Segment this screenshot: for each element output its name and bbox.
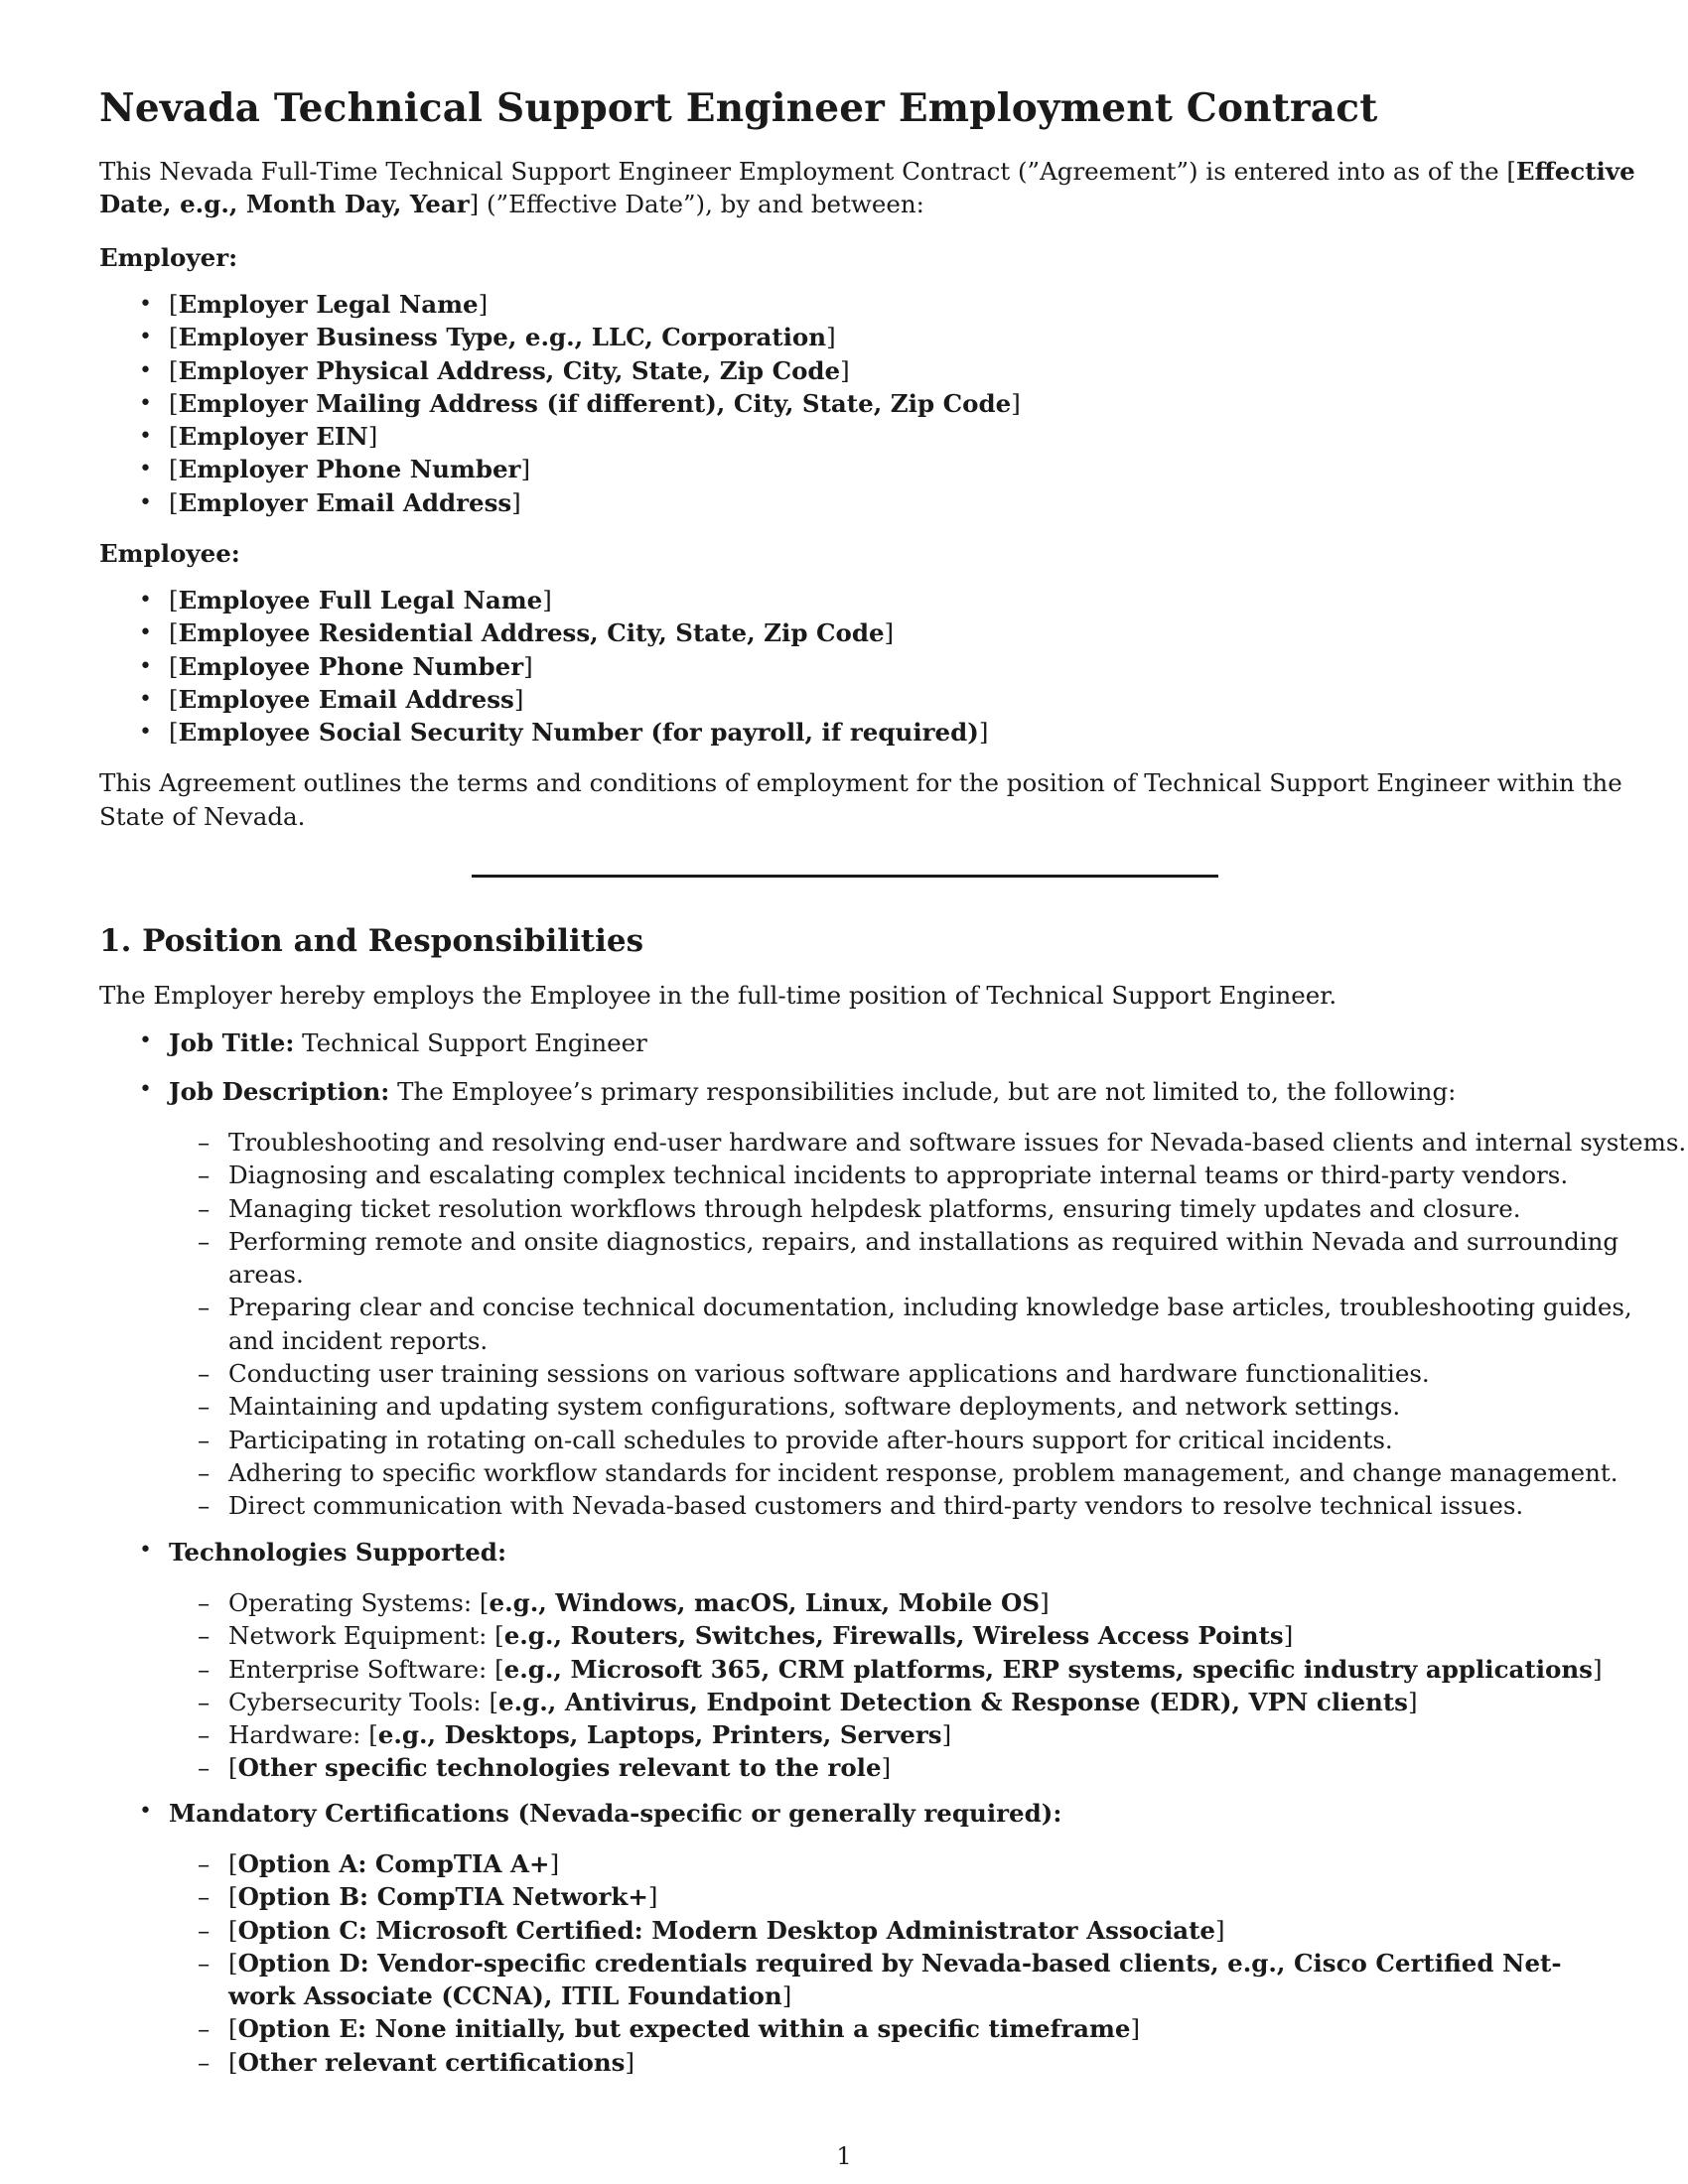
employer-item-text: Employer Phone Number	[178, 455, 521, 484]
duty-item: – Conducting user training sessions on various software applications and hardware functionalities.	[99, 1357, 1686, 1390]
employer-item: • [Employer Business Type, e.g., LLC, Corporation]	[99, 321, 1021, 353]
employee-item-text: Employee Social Security Number (for payroll, if required)	[178, 718, 979, 748]
certifications-label: Mandatory Certifications (Nevada-specific or generally required):	[169, 1799, 1062, 1828]
job-description-value: The Employee’s primary responsibilities include, but are not limited to, the following:	[389, 1077, 1457, 1106]
employer-item-text: Employer Legal Name	[178, 290, 479, 319]
employee-item: • [Employee Residential Address, City, State, Zip Code]	[99, 616, 988, 649]
employer-item-text: Employer Physical Address, City, State, Zip Code	[178, 355, 841, 385]
job-description-item	[169, 1077, 1456, 1106]
document-title: Nevada Technical Support Engineer Employment Contract	[99, 85, 1378, 131]
job-title-value: Technical Support Engineer	[294, 1028, 647, 1057]
job-description-label: Job Description:	[169, 1077, 390, 1106]
technology-item: – [Other specific technologies relevant to the role]	[99, 1751, 1603, 1784]
technology-label: Hardware:	[228, 1720, 369, 1750]
employee-list	[99, 584, 988, 749]
certification-item-text: Option B: CompTIA Network+	[237, 1882, 648, 1912]
certification-item-text: Option D: Vendor-specific credentials required by Nevada-based clients, e.g., Cisco Certified Net-	[237, 1948, 1562, 1978]
employer-item-text: Employer EIN	[178, 422, 368, 452]
document-page	[99, 0, 1687, 2184]
intro-line-2	[99, 188, 924, 220]
employer-item: • [Employer Email Address]	[99, 486, 1021, 519]
technologies-list	[99, 1586, 1603, 1785]
certification-item-text: Option A: CompTIA A+	[237, 1849, 550, 1878]
section-1-heading: 1. Position and Responsibilities	[99, 923, 644, 959]
employee-item-text: Employee Phone Number	[178, 651, 524, 681]
certification-item-text: Option E: None initially, but expected within a specific timeframe	[237, 2014, 1131, 2044]
page-number: 1	[836, 2142, 852, 2170]
duty-item: – Adhering to specific workflow standards for incident response, problem management, and change management.	[99, 1456, 1686, 1489]
effective-date-placeholder-2: Date, e.g., Month Day, Year	[99, 190, 470, 218]
section-1-intro: The Employer hereby employs the Employee in the full-time position of Technical Support Engineer.	[99, 981, 1337, 1010]
duties-list	[99, 1126, 1686, 1523]
duty-item: – Diagnosing and escalating complex technical incidents to appropriate internal teams or third-party vendors.	[99, 1159, 1686, 1191]
certification-item: – [Option B: CompTIA Network+]	[99, 1880, 1562, 1913]
employee-item-text: Employee Full Legal Name	[178, 586, 543, 614]
duty-item: – Troubleshooting and resolving end-user hardware and software issues for Nevada-based clients and internal systems.	[99, 1126, 1686, 1159]
intro-line-1	[99, 155, 1635, 188]
technology-label: Operating Systems:	[228, 1588, 480, 1617]
effective-date-placeholder-1: Effective	[1515, 157, 1635, 186]
employer-item: • [Employer Physical Address, City, State, Zip Code]	[99, 354, 1021, 387]
certification-item: – [Option D: Vendor-specific credentials required by Nevada-based clients, e.g., Cisco Certified Net-	[99, 1947, 1562, 1979]
employer-item: • [Employer EIN]	[99, 420, 1021, 453]
employee-label: Employee:	[99, 539, 240, 568]
duty-item: – Direct communication with Nevada-based customers and third-party vendors to resolve technical issues.	[99, 1489, 1686, 1522]
certification-item-continuation: work Associate (CCNA), ITIL Foundation]	[228, 1981, 792, 2011]
intro-text-1: This Nevada Full-Time Technical Support Engineer Employment Contract (”Agreement”) is entered into as of the [	[99, 157, 1516, 186]
employee-item-text: Employee Email Address	[178, 684, 514, 714]
employee-item-text: Employee Residential Address, City, State, Zip Code	[178, 618, 885, 648]
employer-item-text: Employer Business Type, e.g., LLC, Corporation	[178, 323, 827, 352]
technology-item: – Network Equipment: [e.g., Routers, Switches, Firewalls, Wireless Access Points]	[99, 1619, 1603, 1652]
outline-line-2: State of Nevada.	[99, 802, 306, 831]
employer-label: Employer:	[99, 243, 238, 272]
employer-item: • [Employer Phone Number]	[99, 453, 1021, 485]
duty-item: – Maintaining and updating system configurations, software deployments, and network settings.	[99, 1390, 1686, 1423]
duty-item: – Preparing clear and concise technical documentation, including knowledge base articles, troubleshooting guides,	[99, 1291, 1686, 1323]
technology-value: e.g., Microsoft 365, CRM platforms, ERP systems, specific industry applications	[503, 1654, 1593, 1684]
certification-item: – [Option A: CompTIA A+]	[99, 1847, 1562, 1880]
employee-item: • [Employee Phone Number]	[99, 650, 988, 683]
technology-item: – Enterprise Software: [e.g., Microsoft 365, CRM platforms, ERP systems, specific industry applications]	[99, 1653, 1603, 1686]
duty-item-continuation: areas.	[228, 1260, 304, 1290]
technology-value: e.g., Antivirus, Endpoint Detection & Response (EDR), VPN clients	[498, 1687, 1408, 1716]
section-divider	[472, 875, 1218, 878]
technology-label: Network Equipment:	[228, 1621, 495, 1651]
employee-item: • [Employee Full Legal Name]	[99, 584, 988, 616]
certification-item: – [Other relevant certifications]	[99, 2046, 1562, 2079]
outline-line-1: This Agreement outlines the terms and conditions of employment for the position of Technical Support Engineer within the	[99, 768, 1622, 797]
employee-item: • [Employee Email Address]	[99, 683, 988, 716]
employee-item: • [Employee Social Security Number (for payroll, if required)]	[99, 716, 988, 749]
technology-value: Other specific technologies relevant to the role	[237, 1753, 882, 1783]
employer-item: • [Employer Mailing Address (if different), City, State, Zip Code]	[99, 387, 1021, 420]
certification-item-text: Option C: Microsoft Certified: Modern Desktop Administrator Associate	[237, 1915, 1216, 1945]
duty-item-continuation: and incident reports.	[228, 1325, 489, 1355]
technology-item: – Cybersecurity Tools: [e.g., Antivirus, Endpoint Detection & Response (EDR), VPN clients]	[99, 1686, 1603, 1718]
employer-list	[99, 288, 1021, 519]
certification-item-text: work Associate (CCNA), ITIL Foundation	[228, 1981, 782, 2011]
employer-item: • [Employer Legal Name]	[99, 288, 1021, 321]
technology-label: Cybersecurity Tools:	[228, 1687, 490, 1716]
technologies-item	[169, 1538, 506, 1567]
certification-item: – [Option E: None initially, but expected within a specific timeframe]	[99, 2012, 1562, 2045]
employer-item-text: Employer Email Address	[178, 487, 512, 517]
technology-value: e.g., Routers, Switches, Firewalls, Wireless Access Points	[503, 1621, 1284, 1651]
employer-item-text: Employer Mailing Address (if different), City, State, Zip Code	[178, 388, 1012, 418]
duty-item: – Performing remote and onsite diagnostics, repairs, and installations as required within Nevada and surrounding	[99, 1225, 1686, 1258]
technologies-label: Technologies Supported:	[169, 1538, 506, 1567]
technology-value: e.g., Windows, macOS, Linux, Mobile OS	[489, 1588, 1041, 1617]
technology-item: – Hardware: [e.g., Desktops, Laptops, Printers, Servers]	[99, 1718, 1603, 1751]
technology-label: Enterprise Software:	[228, 1654, 495, 1684]
certifications-list	[99, 1847, 1562, 2079]
technology-item: – Operating Systems: [e.g., Windows, macOS, Linux, Mobile OS]	[99, 1586, 1603, 1619]
certification-item: – [Option C: Microsoft Certified: Modern Desktop Administrator Associate]	[99, 1914, 1562, 1947]
duty-item: – Managing ticket resolution workflows through helpdesk platforms, ensuring timely updates and closure.	[99, 1192, 1686, 1225]
certification-item-text: Other relevant certifications	[237, 2047, 626, 2077]
intro-text-2: ] (”Effective Date”), by and between:	[469, 190, 924, 218]
job-title-item	[169, 1028, 647, 1057]
technology-value: e.g., Desktops, Laptops, Printers, Servers	[377, 1720, 942, 1750]
job-title-label: Job Title:	[169, 1028, 295, 1057]
duty-item: – Participating in rotating on-call schedules to provide after-hours support for critical incidents.	[99, 1424, 1686, 1456]
certifications-item	[169, 1799, 1061, 1828]
